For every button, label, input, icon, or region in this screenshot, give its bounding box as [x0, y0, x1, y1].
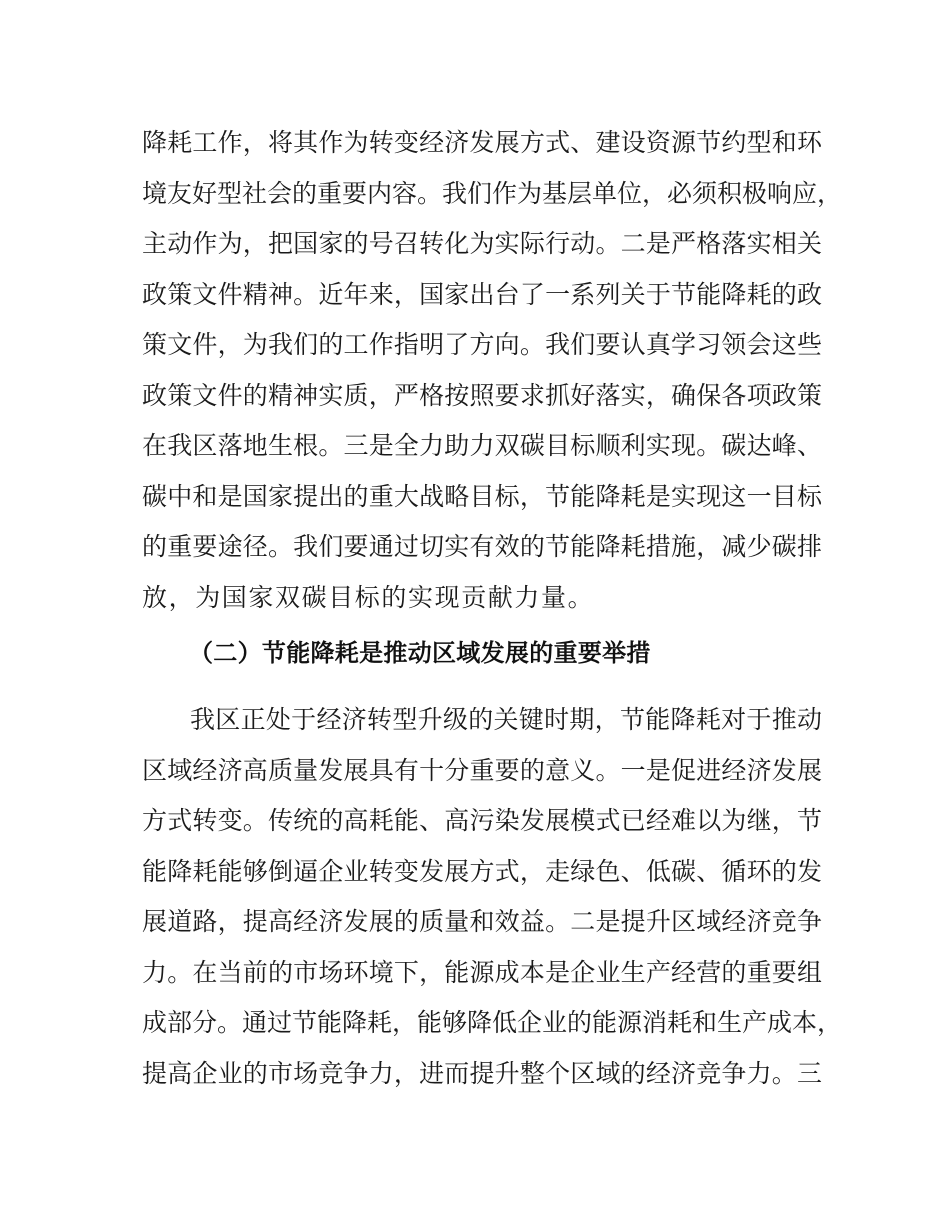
text-line: 策文件，为我们的工作指明了方向。我们要认真学习领会这些	[142, 330, 822, 359]
text-line: 在我区落地生根。三是全力助力双碳目标顺利实现。碳达峰、	[142, 431, 822, 460]
text-line: 成部分。通过节能降耗，能够降低企业的能源消耗和生产成本，	[142, 1008, 843, 1037]
text-line: 展道路，提高经济发展的质量和效益。二是提升区域经济竞争	[142, 907, 822, 936]
text-line: 的重要途径。我们要通过切实有效的节能降耗措施，减少碳排	[142, 532, 822, 561]
text-line: 降耗工作，将其作为转变经济发展方式、建设资源节约型和环	[142, 128, 822, 157]
text-line: 主动作为，把国家的号召转化为实际行动。二是严格落实相关	[142, 229, 822, 258]
body-paragraph-1	[142, 118, 843, 623]
section-heading: （二）节能降耗是推动区域发展的重要举措	[189, 639, 651, 667]
text-line: 能降耗能够倒逼企业转变发展方式，走绿色、低碳、循环的发	[142, 856, 822, 886]
text-line: 提高企业的市场竞争力，进而提升整个区域的经济竞争力。三	[142, 1058, 822, 1088]
text-line: 政策文件精神。近年来，国家出台了一系列关于节能降耗的政	[142, 279, 822, 309]
text-line: 境友好型社会的重要内容。我们作为基层单位，必须积极响应，	[142, 178, 843, 208]
text-line: 区域经济高质量发展具有十分重要的意义。一是促进经济发展	[142, 755, 822, 785]
text-line: 方式转变。传统的高耗能、高污染发展模式已经难以为继，节	[142, 806, 822, 835]
text-line: 碳中和是国家提出的重大战略目标，节能降耗是实现这一目标	[142, 481, 822, 511]
text-line: 我区正处于经济转型升级的关键时期，节能降耗对于推动	[190, 705, 822, 734]
text-line: 政策文件的精神实质，严格按照要求抓好落实，确保各项政策	[142, 380, 822, 410]
body-paragraph-2	[142, 695, 843, 1099]
text-line: 力。在当前的市场环境下，能源成本是企业生产经营的重要组	[142, 957, 822, 987]
text-line: 放，为国家双碳目标的实现贡献力量。	[142, 582, 595, 612]
